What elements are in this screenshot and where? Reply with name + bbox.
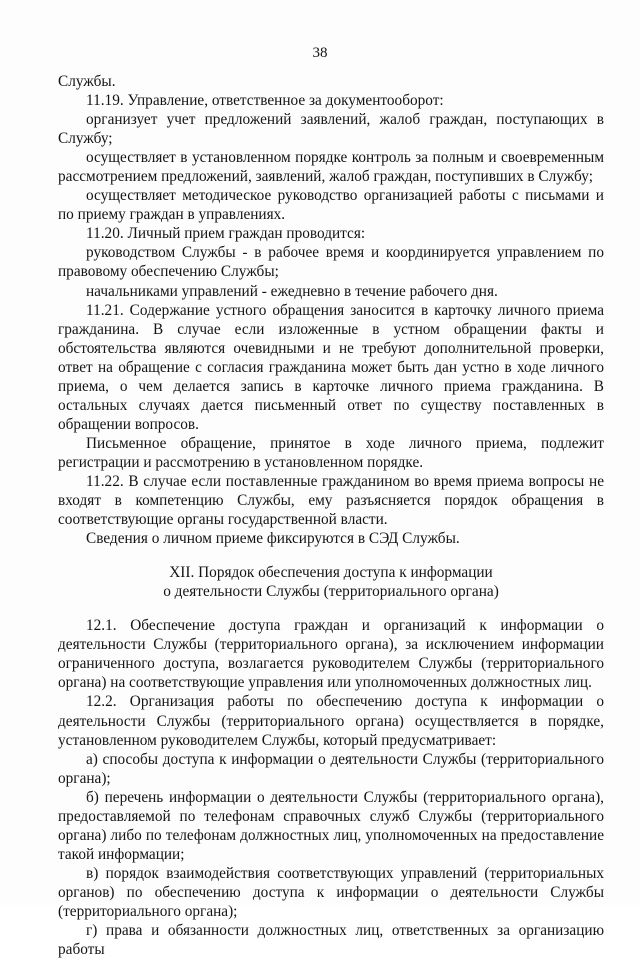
paragraphs-before-heading: [58, 72, 604, 548]
paragraph: начальниками управлений - ежедневно в течение рабочего дня.: [86, 282, 498, 300]
paragraph: осуществляет в установленном порядке контроль за полным и своевременным рассмотрением предложений, заявлений, жалоб граждан, поступивших в Службу;: [58, 149, 604, 186]
page-number: 38: [312, 45, 328, 61]
paragraph: осуществляет методическое руководство организацией работы с письмами и по приему граждан в управлениях.: [58, 187, 604, 224]
paragraph: 11.19. Управление, ответственное за документооборот:: [86, 92, 444, 110]
paragraph: 11.20. Личный прием граждан проводится:: [86, 225, 366, 243]
paragraph: г) права и обязанности должностных лиц, ответственных за организацию работы: [58, 922, 604, 959]
section-heading-line-2: о деятельности Службы (территориального органа): [163, 583, 499, 601]
paragraph: Письменное обращение, принятое в ходе личного приема, подлежит регистрации и рассмотрению в установленном порядке.: [58, 434, 604, 471]
paragraph: а) способы доступа к информации о деятельности Службы (территориального органа);: [58, 750, 604, 787]
paragraph: 12.1. Обеспечение доступа граждан и организаций к информации о деятельности Службы (территориального органа), за исключением информации ограниченного доступа, возлагается руководителем Службы (территориального органа) на соответствующие управления или уполномоченных должностных лиц.: [58, 617, 604, 692]
paragraph: организует учет предложений заявлений, жалоб граждан, поступающих в Службу;: [58, 111, 604, 148]
paragraph: руководством Службы - в рабочее время и координируется управлением по правовому обеспечению Службы;: [58, 244, 604, 281]
paragraph: в) порядок взаимодействия соответствующих управлений (территориальных органов) по обеспечению доступа к информации о деятельности Службы (территориального органа);: [58, 864, 604, 920]
section-heading: [58, 563, 604, 601]
paragraph: б) перечень информации о деятельности Службы (территориального органа), предоставляемой по телефонам справочных служб Службы (территориального органа) либо по телефонам должностных лиц, уполномоченных на предоставление такой информации;: [58, 788, 604, 863]
paragraph: Службы.: [58, 73, 116, 90]
paragraph: 11.22. В случае если поставленные гражданином во время приема вопросы не входят в компетенцию Службы, ему разъясняется порядок обращения в соответствующие органы государственной власти.: [58, 472, 604, 529]
document-body: [58, 72, 604, 959]
paragraph: 12.2. Организация работы по обеспечению доступа к информации о деятельности Службы (территориального органа) осуществляется в порядке, установленном руководителем Службы, который предусматривает:: [58, 693, 604, 749]
paragraph: 11.21. Содержание устного обращения заносится в карточку личного приема гражданина. В случае если изложенные в устном обращении факты и обстоятельства являются очевидными и не требуют дополнительной проверки, ответ на обращение с согласия гражданина может быть дан устно в ходе личного приема, о чем делается запись в карточке личного приема гражданина. В остальных случаях дается письменный ответ по существу поставленных в обращении вопросов.: [58, 301, 604, 433]
paragraphs-after-heading: [58, 616, 604, 959]
section-heading-line-1: XII. Порядок обеспечения доступа к информации: [169, 564, 493, 582]
paragraph: Сведения о личном приеме фиксируются в СЭД Службы.: [86, 530, 460, 548]
